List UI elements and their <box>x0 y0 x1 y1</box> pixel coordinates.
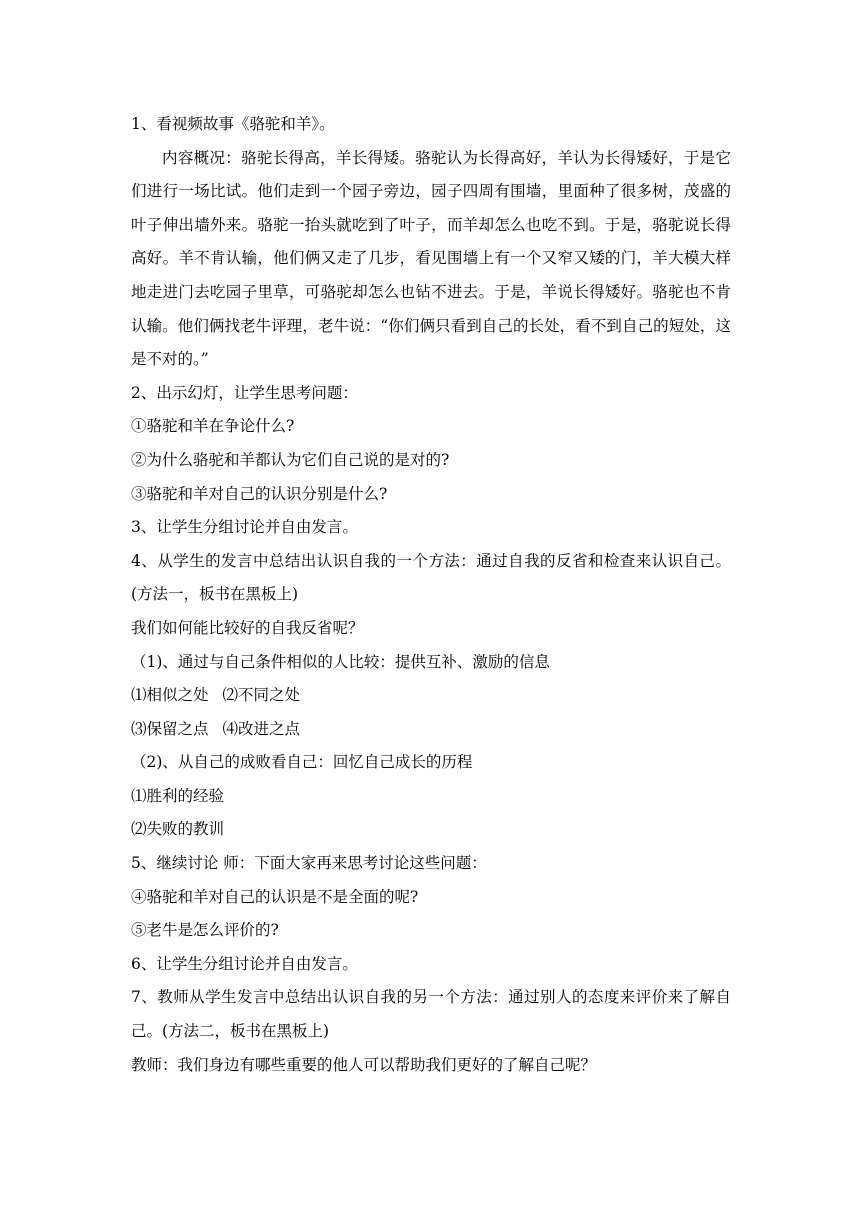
step-6-heading: 6、让学生分组讨论并自由发言。 <box>131 954 358 973</box>
method-1-subitems-row-1 <box>131 679 731 713</box>
step-2-heading: 2、出示幻灯，让学生思考问题： <box>131 383 358 402</box>
subitem-improve-points: ⑷改进之点 <box>222 719 301 738</box>
method-1-subitems-row-2 <box>131 713 731 747</box>
document-page <box>131 108 731 1082</box>
step-4-paragraph: 4、从学生的发言中总结出认识自我的一个方法：通过自我的反省和检查来认识自己。(方法一，板书在黑板上) <box>131 551 731 604</box>
question-4: ④骆驼和羊对自己的认识是不是全面的呢? <box>131 887 419 906</box>
subitem-similarities: ⑴相似之处 <box>131 686 209 705</box>
question-1: ①骆驼和羊在争论什么? <box>131 417 295 436</box>
step-1-heading: 1、看视频故事《骆驼和羊》。 <box>131 115 335 133</box>
story-summary-paragraph: 内容概况：骆驼长得高，羊长得矮。骆驼认为长得高好，羊认为长得矮好，于是它们进行一场比试。他们走到一个园子旁边，园子四周有围墙，里面种了很多树，茂盛的叶子伸出墙外来。骆驼一抬头就吃到了叶子，而羊却怎么也吃不到。于是，骆驼说长得高好。羊不肯认输，他们俩又走了几步，看见围墙上有一个又窄又矮的门，羊大模大样地走进门去吃园子里草，可骆驼却怎么也钻不进去。于是，羊说长得矮好。骆驼也不肯认输。他们俩找老牛评理，老牛说：“你们俩只看到自己的长处，看不到自己的短处，这是不对的。” <box>131 148 731 369</box>
question-3: ③骆驼和羊对自己的认识分别是什么? <box>131 484 388 503</box>
question-2: ②为什么骆驼和羊都认为它们自己说的是对的? <box>131 450 450 469</box>
subitem-success-experience: ⑴胜利的经验 <box>131 786 225 805</box>
step-3-heading: 3、让学生分组讨论并自由发言。 <box>131 518 358 537</box>
subitem-differences: ⑵不同之处 <box>222 686 301 705</box>
teacher-question: 教师：我们身边有哪些重要的他人可以帮助我们更好的了解自己呢？ <box>131 1055 597 1074</box>
method-1-item-1: （1)、通过与自己条件相似的人比较：提供互补、激励的信息 <box>131 652 550 671</box>
step-5-heading: 5、继续讨论 师：下面大家再来思考讨论这些问题： <box>131 854 487 873</box>
step-7-paragraph: 7、教师从学生发言中总结出认识自我的另一个方法：通过别人的态度来评价来了解自己。(方法二，板书在黑板上) <box>131 988 731 1041</box>
subitem-keep-points: ⑶保留之点 <box>131 719 209 738</box>
question-5: ⑤老牛是怎么评价的? <box>131 921 279 940</box>
method-1-item-2: （2)、从自己的成败看自己：回忆自己成长的历程 <box>131 753 473 772</box>
subitem-failure-lessons: ⑵失败的教训 <box>131 820 225 839</box>
reflection-question: 我们如何能比较好的自我反省呢？ <box>131 618 364 637</box>
